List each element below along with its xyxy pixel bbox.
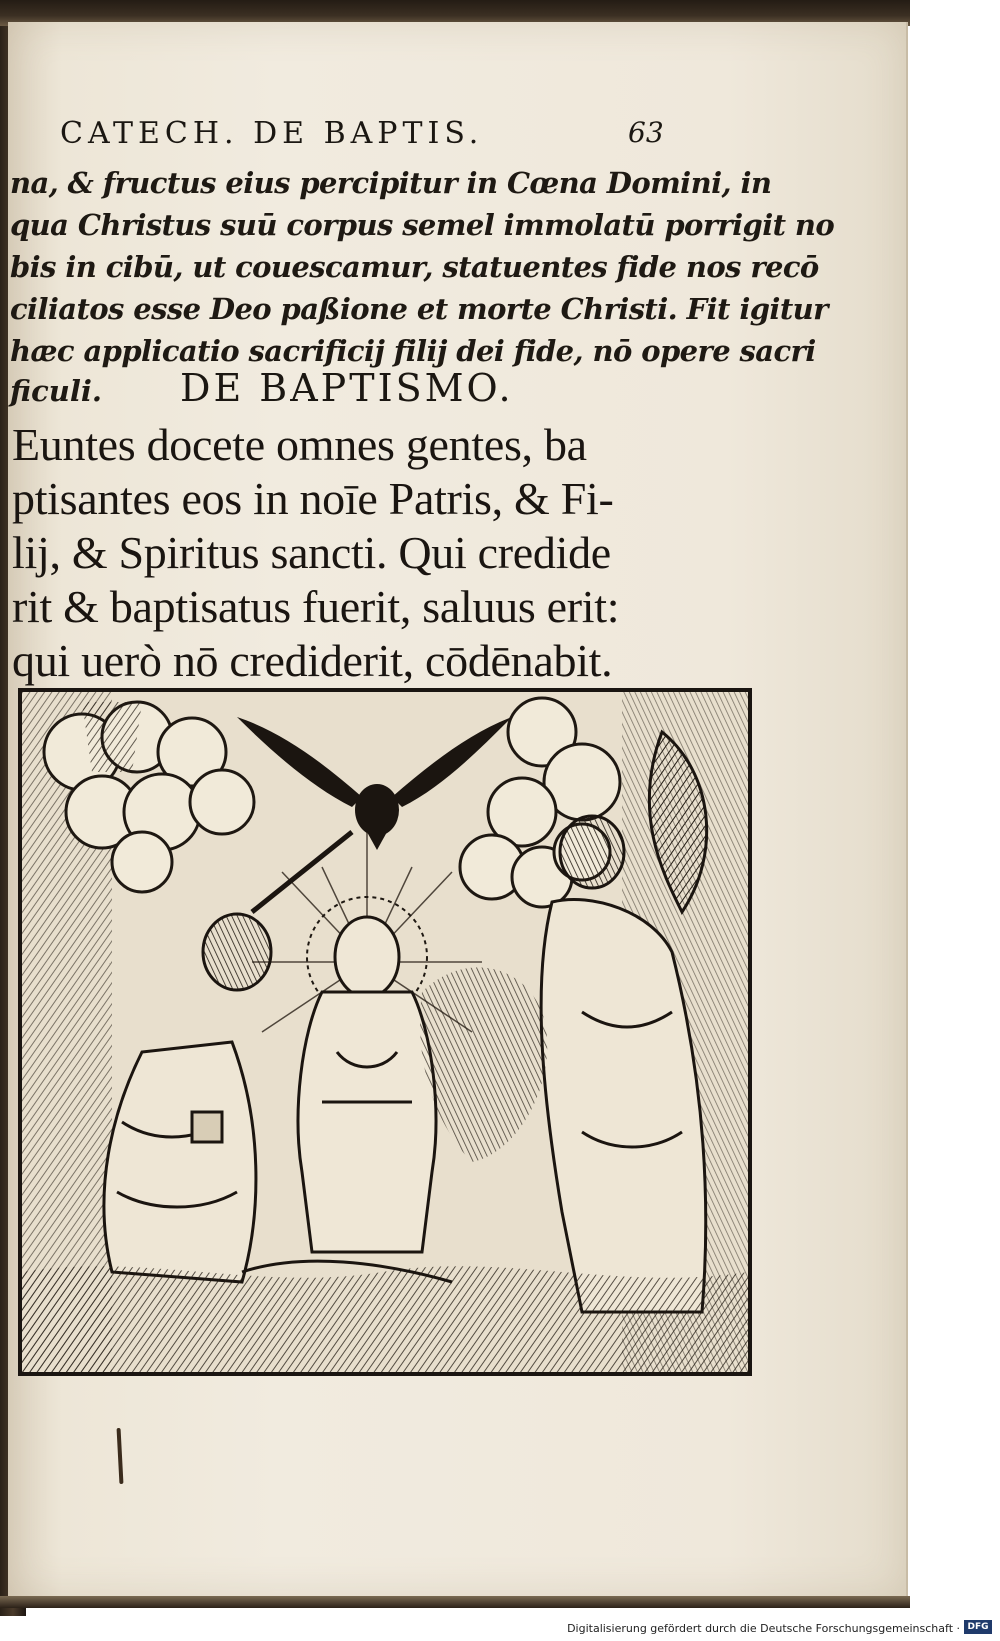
scripture-line: lij, & Spiritus sancti. Qui credide — [12, 527, 611, 578]
footer-bar — [0, 1616, 1000, 1641]
scripture-line: Euntes docete omnes gentes, ba — [12, 419, 587, 470]
baptism-woodcut-illustration — [18, 688, 752, 1376]
text-line: ciliatos esse Deo paßione et morte Christi. Fit igitur — [10, 292, 828, 326]
text-line: hæc applicatio sacrificij filij dei fide, nō opere sacri — [10, 334, 816, 368]
page-number: 63 — [628, 116, 664, 149]
dfg-logo-icon: DFG — [964, 1620, 992, 1634]
text-line: na, & fructus eius percipitur in Cœna Domini, in — [10, 166, 772, 200]
running-head: CATECH. DE BAPTIS. — [60, 116, 484, 151]
scripture-line: ptisantes eos in noīe Patris, & Fi- — [12, 473, 614, 524]
book-bottom-edge — [0, 1596, 910, 1608]
section-heading: DE BAPTISMO. — [180, 366, 514, 410]
text-line: qua Christus suū corpus semel immolatū porrigit no — [10, 208, 835, 242]
footer-credit-text: Digitalisierung gefördert durch die Deutsche Forschungsgemeinschaft · — [567, 1622, 960, 1635]
scripture-line: qui uerò nō crediderit, cōdēnabit. — [12, 635, 613, 686]
text-line: ficuli. — [10, 374, 102, 408]
scripture-line: rit & baptisatus fuerit, saluus erit: — [12, 581, 620, 632]
text-line: bis in cibū, ut couescamur, statuentes fide nos recō — [10, 250, 819, 284]
